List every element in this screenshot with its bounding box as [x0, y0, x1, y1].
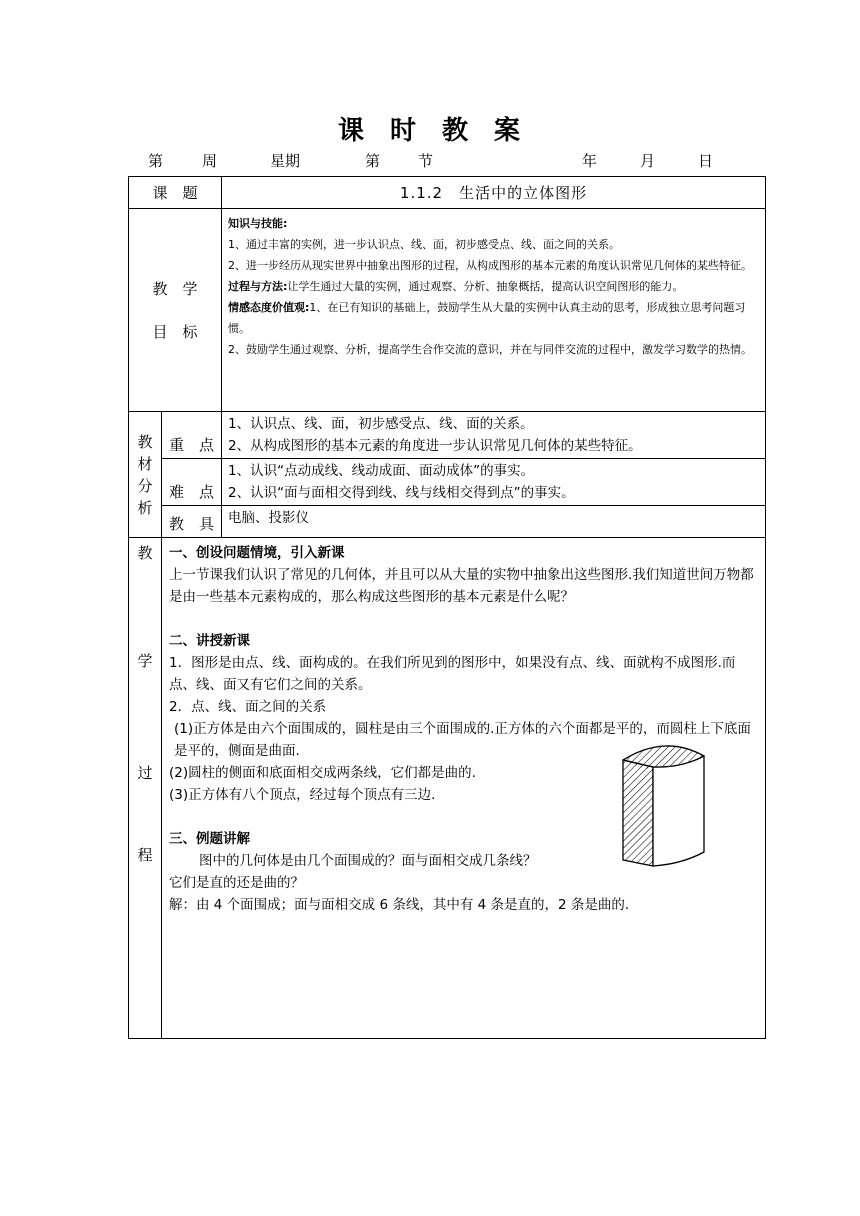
attitude-item-2: 2、鼓励学生通过观察、分析，提高学生合作交流的意识，并在与同伴交流的过程中，激发学习数学的热情。 [228, 343, 753, 356]
section-2-point-2: 2．点、线、面之间的关系 [169, 699, 327, 715]
example-question-1: 图中的几何体是由几个面围成的？面与面相交成几条线？ [199, 853, 537, 869]
key-points: 1、认识点、线、面，初步感受点、线、面的关系。 2、从构成图形的基本元素的角度进一步认识常见几何体的某些特征。 [222, 412, 766, 459]
day-label: 日 [698, 152, 714, 170]
topic-value: 1.1.2 生活中的立体图形 [222, 177, 766, 209]
lesson-plan-table [128, 176, 766, 1039]
process-label: 教 学 过 程 [129, 538, 162, 1039]
example-answer: 解：由 4 个面围成；面与面相交成 6 条线，其中有 4 条是直的，2 条是曲的. [169, 897, 630, 913]
month-label: 月 [640, 152, 656, 170]
week-label: 周 [202, 152, 218, 170]
knowledge-item-1: 1、通过丰富的实例，进一步认识点、线、面，初步感受点、线、面之间的关系。 [228, 238, 621, 251]
period-prefix: 第 [365, 152, 381, 170]
weekday-label: 星期 [270, 152, 301, 170]
period-label: 节 [418, 152, 434, 170]
half-cylinder-figure [620, 738, 710, 868]
page-title: 课 时 教 案 [337, 116, 523, 146]
week-prefix: 第 [148, 152, 164, 170]
section-2-heading: 二、讲授新课 [169, 633, 250, 649]
attitude-heading: 情感态度价值观: [228, 301, 310, 314]
section-2-item-1: (1)正方体是由六个面围成的，圆柱是由三个面围成的.正方体的六个面都是平的，而圆柱上下底面是平的，侧面是曲面. [174, 721, 751, 759]
section-3-heading: 三、例题讲解 [169, 831, 250, 847]
goals-label: 教 学 目 标 [129, 209, 222, 412]
process-content [162, 538, 766, 1039]
difficult-points-label: 难 点 [162, 459, 222, 506]
example-question-2: 它们是直的还是曲的？ [169, 875, 304, 891]
tools-value: 电脑、投影仪 [222, 506, 766, 538]
section-1-heading: 一、创设问题情境，引入新课 [169, 545, 345, 561]
knowledge-item-2: 2、进一步经历从现实世界中抽象出图形的过程，从构成图形的基本元素的角度认识常见几何体的某些特征。 [228, 259, 753, 272]
knowledge-heading: 知识与技能: [228, 217, 288, 230]
attitude-item-1: 1、在已有知识的基础上，鼓励学生从大量的实例中认真主动的思考，形成独立思考问题习惯。 [228, 301, 746, 335]
difficult-points: 1、认识“点动成线、线动成面、面动成体”的事实。 2、认识“面与面相交得到线、线与线相交得到点”的事实。 [222, 459, 766, 506]
section-2-item-3: (3)正方体有八个顶点，经过每个顶点有三边. [169, 787, 436, 803]
analysis-label: 教 材 分 析 [129, 412, 162, 538]
section-2-point-1: 1．图形是由点、线、面构成的。在我们所见到的图形中，如果没有点、线、面就构不成图形.而点、线、面又有它们之间的关系。 [169, 655, 736, 693]
process-heading: 过程与方法: [228, 280, 288, 293]
year-label: 年 [582, 152, 598, 170]
process-text: 让学生通过大量的实例，通过观察、分析、抽象概括，提高认识空间图形的能力。 [287, 280, 684, 293]
date-line [0, 150, 860, 172]
section-1-text: 上一节课我们认识了常见的几何体，并且可以从大量的实物中抽象出这些图形.我们知道世间万物都是由一些基本元素构成的，那么构成这些图形的基本元素是什么呢？ [169, 567, 754, 605]
topic-label: 课 题 [129, 177, 222, 209]
section-2-item-2: (2)圆柱的侧面和底面相交成两条线，它们都是曲的. [169, 765, 476, 781]
key-points-label: 重 点 [162, 412, 222, 459]
tools-label: 教 具 [162, 506, 222, 538]
goals-content [222, 209, 766, 412]
